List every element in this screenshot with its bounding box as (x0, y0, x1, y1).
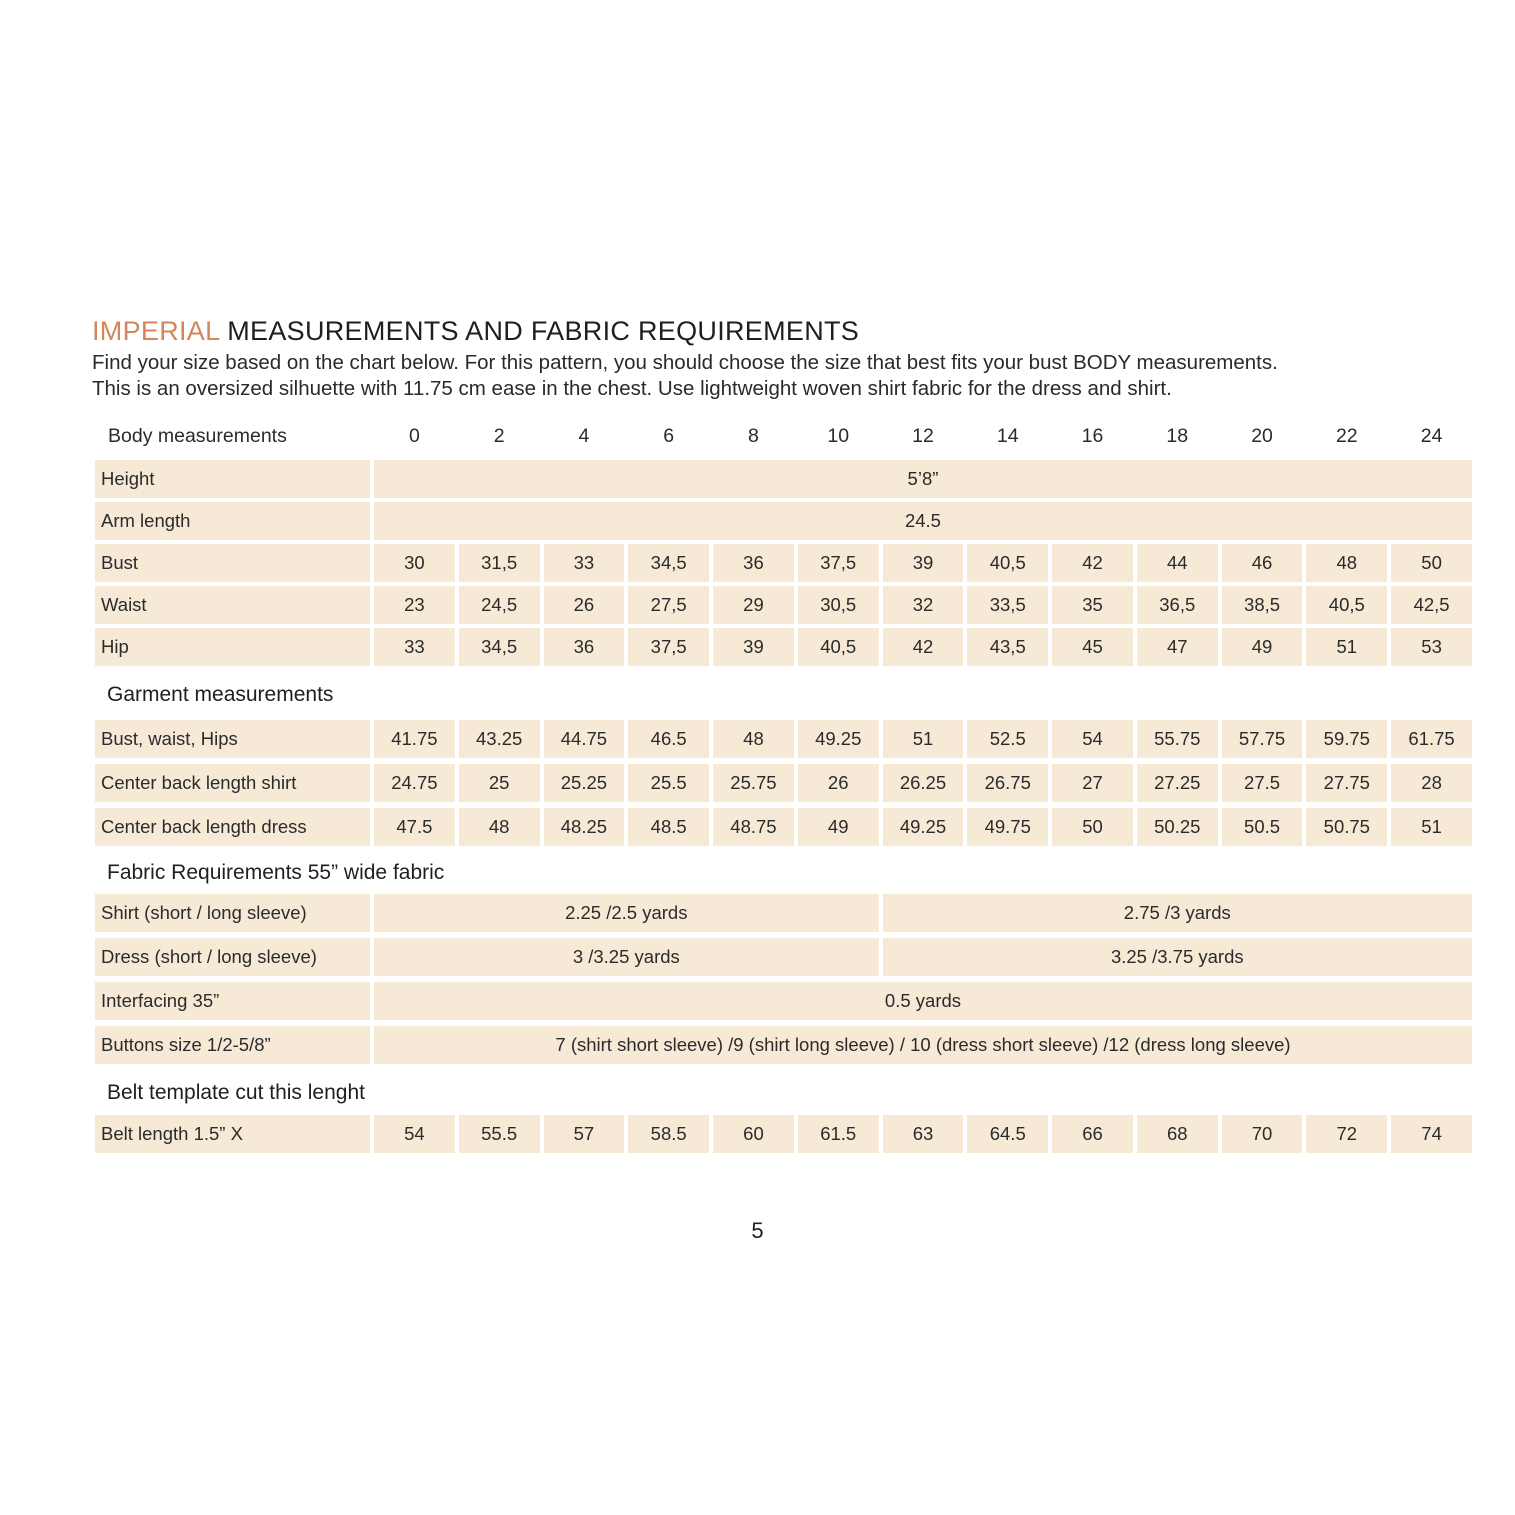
value-cell: 55.75 (1137, 720, 1218, 758)
value-cell: 27.25 (1137, 764, 1218, 802)
value-cell: 41.75 (374, 720, 455, 758)
size-header: 18 (1166, 424, 1189, 447)
value-cell: 57 (544, 1115, 625, 1153)
value-cell: 47 (1137, 628, 1218, 666)
size-header: 2 (493, 424, 505, 447)
value-cell: 26.25 (883, 764, 964, 802)
value-cell: 27.75 (1306, 764, 1387, 802)
value-cell: 24.75 (374, 764, 455, 802)
value-cell: 66 (1052, 1115, 1133, 1153)
value-cell: 48 (1306, 544, 1387, 582)
value-cell: 25.25 (544, 764, 625, 802)
value-cell: 30 (374, 544, 455, 582)
garment-measurements-header: Garment measurements (107, 683, 334, 706)
value-cell: 64.5 (967, 1115, 1048, 1153)
value-cell: 51 (1391, 808, 1472, 846)
size-header: 20 (1251, 424, 1273, 447)
row-label: Buttons size 1/2-5/8” (95, 1026, 370, 1064)
size-header: 12 (912, 424, 934, 447)
size-header: 8 (748, 424, 759, 447)
value-cell: 38,5 (1222, 586, 1303, 624)
size-header: 24 (1420, 424, 1443, 447)
value-cell: 63 (883, 1115, 964, 1153)
value-cell: 59.75 (1306, 720, 1387, 758)
value-cell: 43,5 (967, 628, 1048, 666)
value-cell: 45 (1052, 628, 1133, 666)
size-header: 10 (827, 424, 850, 447)
value-cell: 27.5 (1222, 764, 1303, 802)
value-cell: 46 (1222, 544, 1303, 582)
value-cell: 31,5 (459, 544, 540, 582)
value-cell: 48 (713, 720, 794, 758)
row-label: Height (95, 460, 370, 498)
value-cell: 49 (1222, 628, 1303, 666)
fabric-left-value: 3 /3.25 yards (374, 938, 879, 976)
value-cell: 30,5 (798, 586, 879, 624)
value-cell: 60 (713, 1115, 794, 1153)
value-cell: 50.25 (1137, 808, 1218, 846)
value-cell: 52.5 (967, 720, 1048, 758)
fabric-left-value: 2.25 /2.5 yards (374, 894, 879, 932)
value-cell: 70 (1222, 1115, 1303, 1153)
value-cell: 34,5 (459, 628, 540, 666)
value-cell: 27 (1052, 764, 1133, 802)
size-header: 16 (1081, 424, 1104, 447)
value-cell: 58.5 (628, 1115, 709, 1153)
value-cell: 37,5 (628, 628, 709, 666)
value-cell: 33 (544, 544, 625, 582)
value-cell: 61.5 (798, 1115, 879, 1153)
page-number: 5 (751, 1218, 764, 1243)
value-cell: 47.5 (374, 808, 455, 846)
row-label: Bust, waist, Hips (95, 720, 370, 758)
size-header: 6 (663, 424, 675, 447)
value-cell: 33 (374, 628, 455, 666)
value-cell: 39 (883, 544, 964, 582)
value-cell: 49 (798, 808, 879, 846)
spanned-value: 0.5 yards (374, 982, 1472, 1020)
value-cell: 50.75 (1306, 808, 1387, 846)
value-cell: 27,5 (628, 586, 709, 624)
value-cell: 57.75 (1222, 720, 1303, 758)
fabric-requirements-header: Fabric Requirements 55” wide fabric (107, 861, 445, 884)
intro-line: Find your size based on the chart below. For this pattern, you should choose the size that best fits your bust BODY measurements. (92, 351, 1278, 374)
value-cell: 25.5 (628, 764, 709, 802)
value-cell: 26 (544, 586, 625, 624)
row-label: Belt length 1.5” X (95, 1115, 370, 1153)
row-label: Interfacing 35” (95, 982, 370, 1020)
value-cell: 32 (883, 586, 964, 624)
size-header: 14 (996, 424, 1019, 447)
page-title (92, 316, 859, 347)
row-label: Hip (95, 628, 370, 666)
value-cell: 44.75 (544, 720, 625, 758)
value-cell: 42 (1052, 544, 1133, 582)
value-cell: 42 (883, 628, 964, 666)
row-label: Center back length shirt (95, 764, 370, 802)
value-cell: 34,5 (628, 544, 709, 582)
size-chart-table (95, 416, 1472, 1153)
value-cell: 40,5 (1306, 586, 1387, 624)
spanned-value: 5’8” (374, 460, 1472, 498)
value-cell: 55.5 (459, 1115, 540, 1153)
fabric-right-value: 3.25 /3.75 yards (883, 938, 1472, 976)
value-cell: 33,5 (967, 586, 1048, 624)
value-cell: 25 (459, 764, 540, 802)
value-cell: 49.25 (798, 720, 879, 758)
row-label: Center back length dress (95, 808, 370, 846)
size-header: 4 (578, 424, 590, 447)
value-cell: 48.25 (544, 808, 625, 846)
value-cell: 36,5 (1137, 586, 1218, 624)
value-cell: 51 (1306, 628, 1387, 666)
value-cell: 39 (713, 628, 794, 666)
row-label: Bust (95, 544, 370, 582)
value-cell: 51 (883, 720, 964, 758)
value-cell: 35 (1052, 586, 1133, 624)
value-cell: 29 (713, 586, 794, 624)
title-rest: MEASUREMENTS AND FABRIC REQUIREMENTS (219, 316, 860, 346)
value-cell: 54 (374, 1115, 455, 1153)
value-cell: 36 (544, 628, 625, 666)
value-cell: 25.75 (713, 764, 794, 802)
size-header: 0 (408, 424, 420, 447)
value-cell: 28 (1391, 764, 1472, 802)
fabric-right-value: 2.75 /3 yards (883, 894, 1472, 932)
value-cell: 36 (713, 544, 794, 582)
size-header: 22 (1335, 424, 1358, 447)
value-cell: 48 (459, 808, 540, 846)
belt-template-header: Belt template cut this lenght (107, 1080, 365, 1104)
value-cell: 50 (1391, 544, 1472, 582)
value-cell: 43.25 (459, 720, 540, 758)
value-cell: 50 (1052, 808, 1133, 846)
spanned-value: 24.5 (374, 502, 1472, 540)
value-cell: 50.5 (1222, 808, 1303, 846)
value-cell: 24,5 (459, 586, 540, 624)
value-cell: 61.75 (1391, 720, 1472, 758)
value-cell: 26.75 (967, 764, 1048, 802)
row-label: Arm length (95, 502, 370, 540)
row-label: Shirt (short / long sleeve) (95, 894, 370, 932)
value-cell: 72 (1306, 1115, 1387, 1153)
value-cell: 48.5 (628, 808, 709, 846)
value-cell: 49.25 (883, 808, 964, 846)
row-label: Dress (short / long sleeve) (95, 938, 370, 976)
value-cell: 74 (1391, 1115, 1472, 1153)
intro-line: This is an oversized silhuette with 11.75 cm ease in the chest. Use lightweight woven shirt fabric for the dress and shirt. (92, 377, 1172, 400)
value-cell: 42,5 (1391, 586, 1472, 624)
row-label: Waist (95, 586, 370, 624)
value-cell: 37,5 (798, 544, 879, 582)
value-cell: 48.75 (713, 808, 794, 846)
value-cell: 26 (798, 764, 879, 802)
value-cell: 40,5 (798, 628, 879, 666)
body-measurements-header: Body measurements (108, 424, 287, 447)
value-cell: 44 (1137, 544, 1218, 582)
title-accent: IMPERIAL (92, 316, 220, 346)
spanned-value: 7 (shirt short sleeve) /9 (shirt long sleeve) / 10 (dress short sleeve) /12 (dress long sleeve) (374, 1026, 1472, 1064)
value-cell: 40,5 (967, 544, 1048, 582)
value-cell: 68 (1137, 1115, 1218, 1153)
value-cell: 46.5 (628, 720, 709, 758)
value-cell: 53 (1391, 628, 1472, 666)
value-cell: 49.75 (967, 808, 1048, 846)
value-cell: 23 (374, 586, 455, 624)
intro-text (92, 350, 1278, 402)
value-cell: 54 (1052, 720, 1133, 758)
